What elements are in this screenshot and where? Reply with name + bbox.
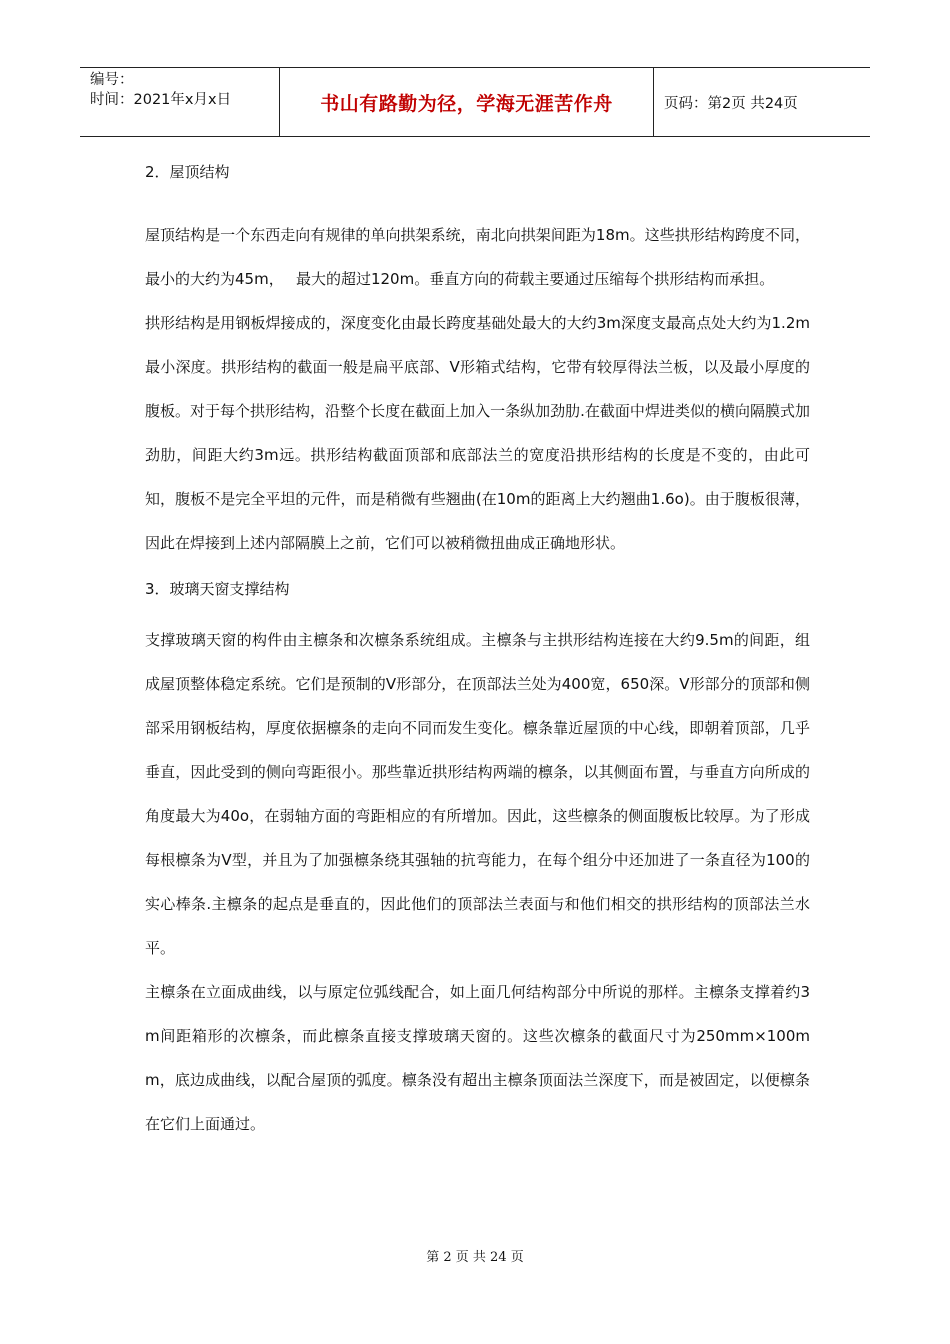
- document-body: [145, 156, 810, 1146]
- header-page-info: 页码：第2页 共24页: [664, 95, 798, 112]
- header-page-cell: [654, 68, 870, 136]
- paragraph: 拱形结构是用钢板焊接成的，深度变化由最长跨度基础处最大的大约3m深度支最高点处大约为1.2m最小深度。拱形结构的截面一般是扁平底部、V形箱式结构，它带有较厚得法兰板，以及最小厚度的腹板。对于每个拱形结构，沿整个长度在截面上加入一条纵加劲肋.在截面中焊进类似的横向隔膜式加劲肋，间距大约3m远。拱形结构截面顶部和底部法兰的宽度沿拱形结构的长度是不变的，由此可知，腹板不是完全平坦的元件，而是稍微有些翘曲(在10m的距离上大约翘曲1.6o)。由于腹板很薄，因此在焊接到上述内部隔膜上之前，它们可以被稍微扭曲成正确地形状。: [145, 314, 810, 552]
- paragraph: 主檩条在立面成曲线，以与原定位弧线配合，如上面几何结构部分中所说的那样。主檩条支撑着约3m间距箱形的次檩条，而此檩条直接支撑玻璃天窗的。这些次檩条的截面尺寸为250mm×100mm，底边成曲线，以配合屋顶的弧度。檩条没有超出主檩条顶面法兰深度下，而是被固定，以便檩条在它们上面通过。: [145, 983, 810, 1133]
- paragraph: 屋顶结构是一个东西走向有规律的单向拱架系统，南北向拱架间距为18m。这些拱形结构跨度不同，最小的大约为45m， 最大的超过120m。垂直方向的荷载主要通过压缩每个拱形结构而承担。: [145, 226, 810, 288]
- paragraph: 支撑玻璃天窗的构件由主檩条和次檩条系统组成。主檩条与主拱形结构连接在大约9.5m的间距，组成屋顶整体稳定系统。它们是预制的V形部分，在顶部法兰处为400宽，650深。V形部分的顶部和侧部采用钢板结构，厚度依据檩条的走向不同而发生变化。檩条靠近屋顶的中心线，即朝着顶部，几乎垂直，因此受到的侧向弯距很小。那些靠近拱形结构两端的檩条，以其侧面布置，与垂直方向所成的角度最大为40o，在弱轴方面的弯距相应的有所增加。因此，这些檩条的侧面腹板比较厚。为了形成每根檩条为V型，并且为了加强檩条绕其强轴的抗弯能力，在每个组分中还加进了一条直径为100的实心棒条.主檩条的起点是垂直的，因此他们的顶部法兰表面与和他们相交的拱形结构的顶部法兰水平。: [145, 631, 810, 957]
- document-number-label: 编号：: [90, 72, 134, 88]
- section-heading: 3．玻璃天窗支撑结构: [145, 580, 290, 598]
- header-motto-cell: [280, 68, 654, 136]
- page-footer: 第 2 页 共 24 页: [426, 1250, 524, 1265]
- header-meta: [80, 68, 280, 136]
- motto: 书山有路勤为径，学海无涯苦作舟: [320, 92, 613, 115]
- document-date: 时间：2021年x月x日: [90, 92, 232, 108]
- section-heading: 2．屋顶结构: [145, 163, 230, 181]
- page-header: [80, 67, 870, 137]
